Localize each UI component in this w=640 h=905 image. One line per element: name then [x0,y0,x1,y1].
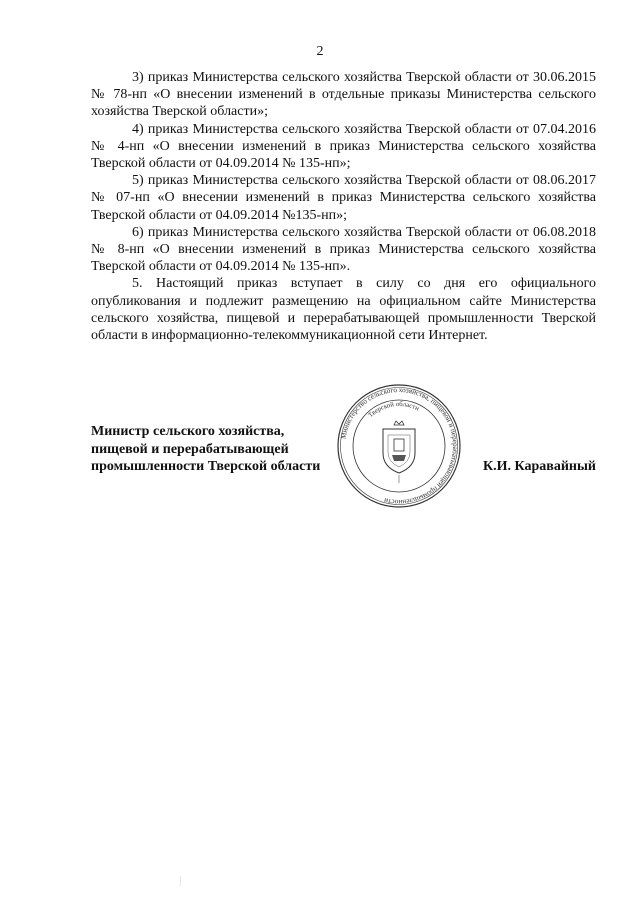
paragraph-clause-5: 5. Настоящий приказ вступает в силу со дня его официального опубликования и подлежит размещению на официальном сайте Министерства сельского хозяйства, пищевой и перерабатывающей промышленности Тверской области в информационно-телекоммуникационной сети Интернет. [91,276,596,344]
page-number: 2 [316,44,324,59]
signatory-title-line: пищевой и перерабатывающей [91,441,289,457]
paragraph-item-4: 4) приказ Министерства сельского хозяйства Тверской области от 07.04.2016 № 4-нп «О внесении изменений в приказ Министерства сельского хозяйства Тверской области от 04.09.2014 № 135-нп»; [91,121,596,172]
paragraph-item-3: 3) приказ Министерства сельского хозяйства Тверской области от 30.06.2015 № 78-нп «О внесении изменений в отдельные приказы Министерства сельского хозяйства Тверской области»; [91,70,596,120]
seal-outer-text: Министерство сельского хозяйства, пищевой и перерабатывающей промышленности [339,385,460,507]
svg-text:Министерство сельского хозяйст [339,386,459,506]
signatory-title [91,423,341,476]
coat-of-arms-icon [383,421,415,483]
svg-text:Тверской области [367,401,420,419]
signatory-title-line: Министр сельского хозяйства, [91,424,285,439]
signatory-name: К.И. Каравайный [483,459,596,474]
seal-inner-text: Тверской области [367,400,421,420]
document-body [91,69,596,344]
signatory-title-line: промышленности Тверской области [91,459,321,474]
scan-artifact [180,876,181,886]
official-seal-icon [336,383,462,509]
paragraph-item-5: 5) приказ Министерства сельского хозяйства Тверской области от 08.06.2017 № 07-нп «О внесении изменений в приказ Министерства сельского хозяйства Тверской области от 04.09.2014 №135-нп»; [91,173,596,223]
paragraph-item-6: 6) приказ Министерства сельского хозяйства Тверской области от 06.08.2018 № 8-нп «О внесении изменений в приказ Министерства сельского хозяйства Тверской области от 04.09.2014 № 135-нп». [91,224,596,275]
